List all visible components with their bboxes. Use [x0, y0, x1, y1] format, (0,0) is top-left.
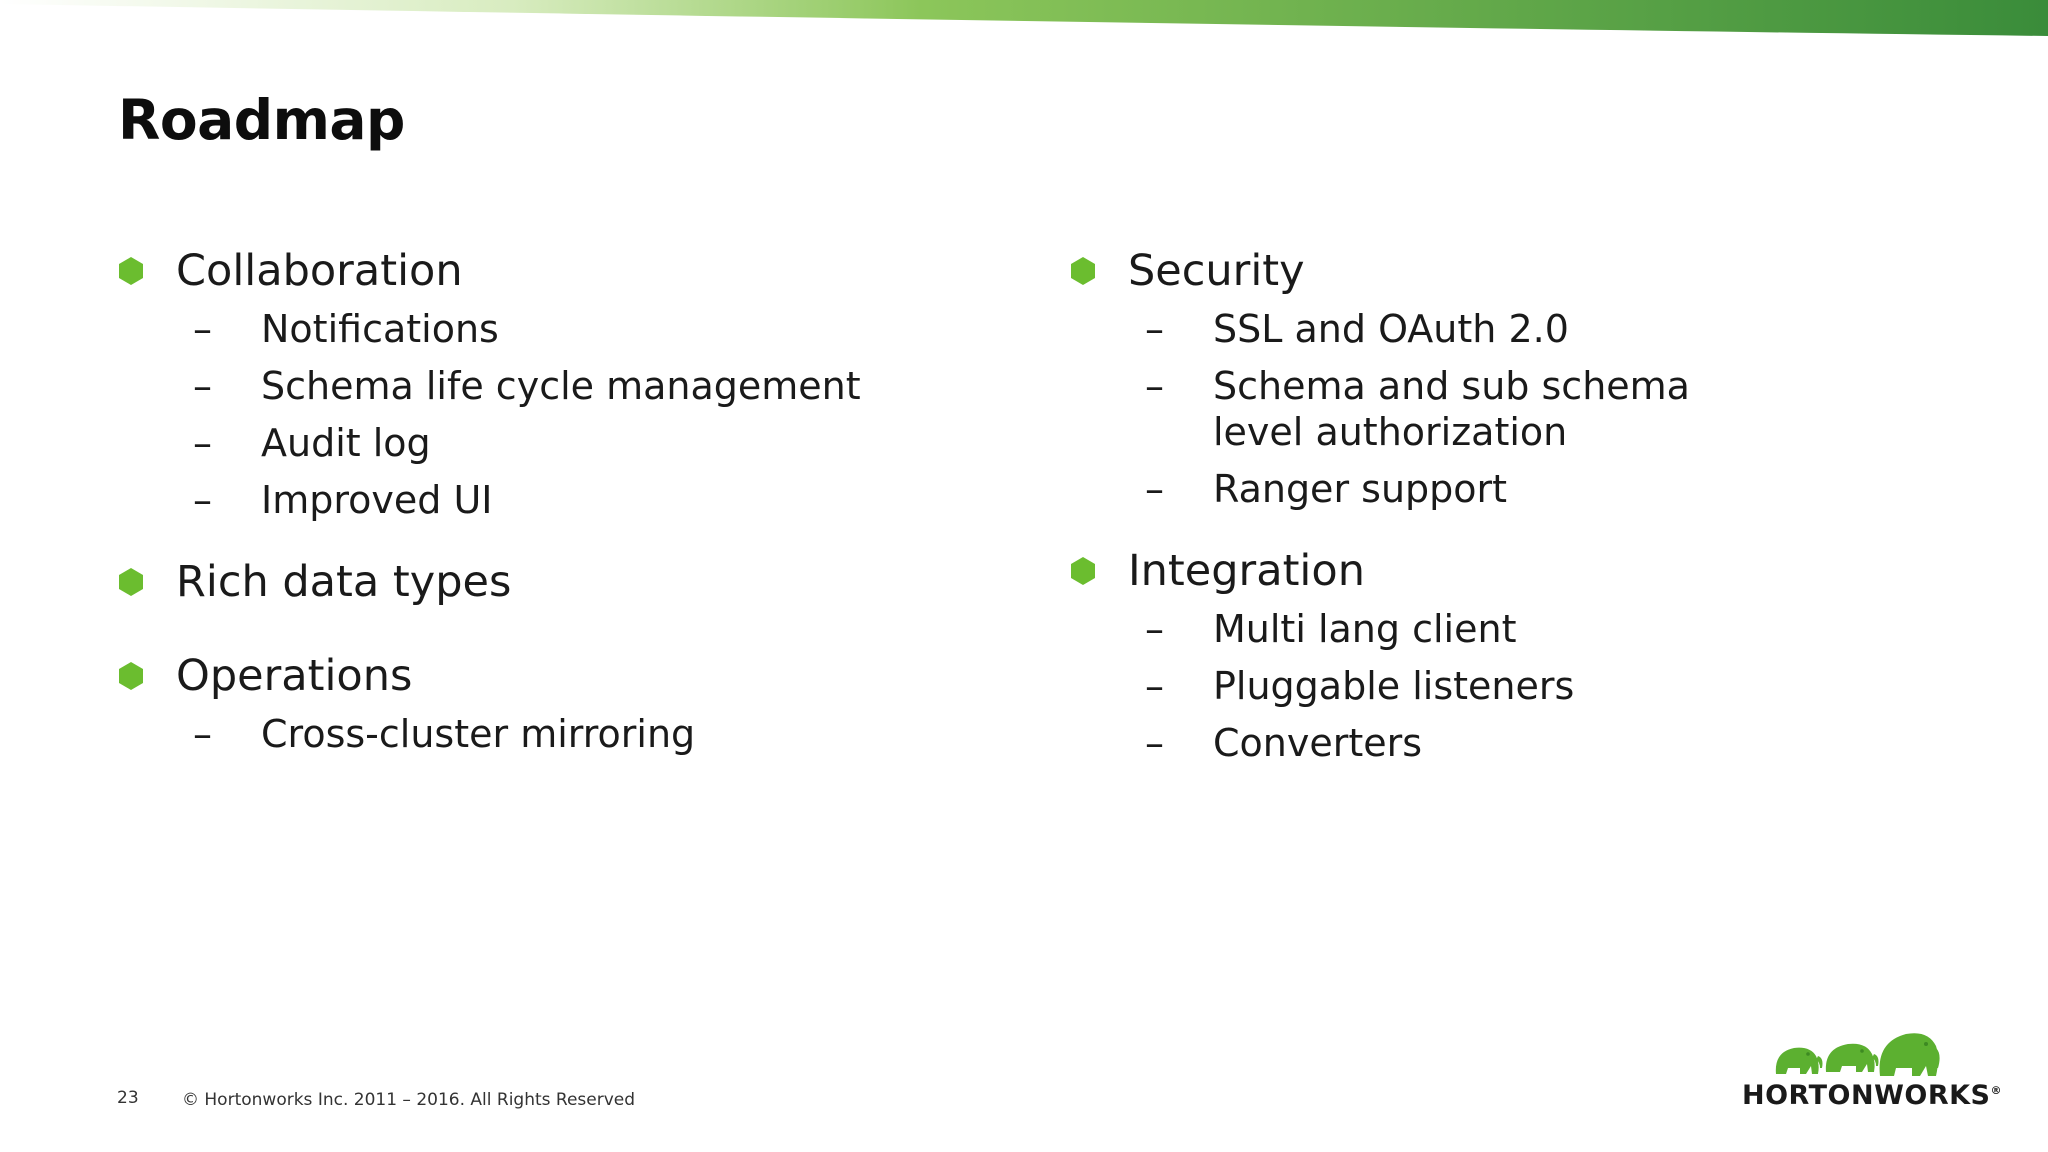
dash-marker: –: [1145, 307, 1164, 351]
sub-list: [1070, 606, 1970, 766]
sub-list: [118, 711, 1018, 757]
page-title: Roadmap: [118, 88, 405, 152]
bullet-group-rich-data-types: [118, 547, 1018, 617]
sub-item-label: SSL and OAuth 2.0: [1213, 307, 1569, 351]
list-item: [1070, 306, 1970, 352]
sub-list: [118, 306, 1018, 523]
sub-item-label: Audit log: [261, 421, 431, 465]
dash-marker: –: [1145, 607, 1164, 651]
sub-item-label: Improved UI: [261, 478, 493, 522]
bullet-group-integration: [1070, 536, 1970, 766]
bullet-security: [1070, 236, 1970, 306]
dash-marker: –: [1145, 364, 1164, 408]
list-item: [1070, 363, 1970, 455]
sub-item-label: Schema life cycle management: [261, 364, 861, 408]
bullet-label: Security: [1128, 246, 1305, 296]
dash-marker: –: [193, 421, 212, 465]
sub-item-label: Ranger support: [1213, 467, 1508, 511]
sub-item-label: Pluggable listeners: [1213, 664, 1575, 708]
list-item: [1070, 466, 1970, 512]
bullet-label: Collaboration: [176, 246, 463, 296]
sub-item-label: Multi lang client: [1213, 607, 1517, 651]
hexagon-bullet-icon: [1070, 556, 1096, 586]
list-item: [118, 363, 1018, 409]
copyright-text: © Hortonworks Inc. 2011 – 2016. All Rights Reserved: [182, 1090, 636, 1110]
logo-wordmark: [1742, 1080, 2002, 1111]
dash-marker: –: [193, 712, 212, 756]
list-item: [118, 477, 1018, 523]
dash-marker: –: [193, 307, 212, 351]
hortonworks-logo: [1742, 1024, 2002, 1114]
sub-item-label: Schema and sub schema level authorization: [1213, 364, 1690, 454]
bullet-operations: [118, 641, 1018, 711]
bullet-label: Operations: [176, 651, 413, 701]
hexagon-bullet-icon: [118, 661, 144, 691]
sub-list: [1070, 306, 1970, 512]
bullet-integration: [1070, 536, 1970, 606]
hexagon-bullet-icon: [118, 256, 144, 286]
list-item: [118, 420, 1018, 466]
right-column: [1070, 236, 1970, 790]
hexagon-bullet-icon: [118, 567, 144, 597]
logo-text: HORTONWORKS: [1742, 1080, 1991, 1111]
sub-item-label: Cross-cluster mirroring: [261, 712, 696, 756]
dash-marker: –: [193, 478, 212, 522]
sub-item-label: Notifications: [261, 307, 499, 351]
hexagon-bullet-icon: [1070, 256, 1096, 286]
bullet-label: Rich data types: [176, 557, 512, 607]
bullet-group-security: [1070, 236, 1970, 512]
dash-marker: –: [1145, 664, 1164, 708]
dash-marker: –: [1145, 721, 1164, 765]
list-item: [1070, 606, 1970, 652]
registered-mark: ®: [1990, 1084, 2002, 1097]
bullet-label: Integration: [1128, 546, 1365, 596]
list-item: [118, 306, 1018, 352]
list-item: [1070, 720, 1970, 766]
left-column: [118, 236, 1018, 781]
bullet-group-collaboration: [118, 236, 1018, 523]
bullet-collaboration: [118, 236, 1018, 306]
list-item: [118, 711, 1018, 757]
top-gradient-bar: [0, 0, 2048, 40]
dash-marker: –: [1145, 467, 1164, 511]
slide-number: 23: [117, 1088, 139, 1108]
elephants-logo-icon: [1770, 1024, 1940, 1082]
list-item: [1070, 663, 1970, 709]
sub-item-label: Converters: [1213, 721, 1423, 765]
bullet-rich-data-types: [118, 547, 1018, 617]
bullet-group-operations: [118, 641, 1018, 757]
dash-marker: –: [193, 364, 212, 408]
